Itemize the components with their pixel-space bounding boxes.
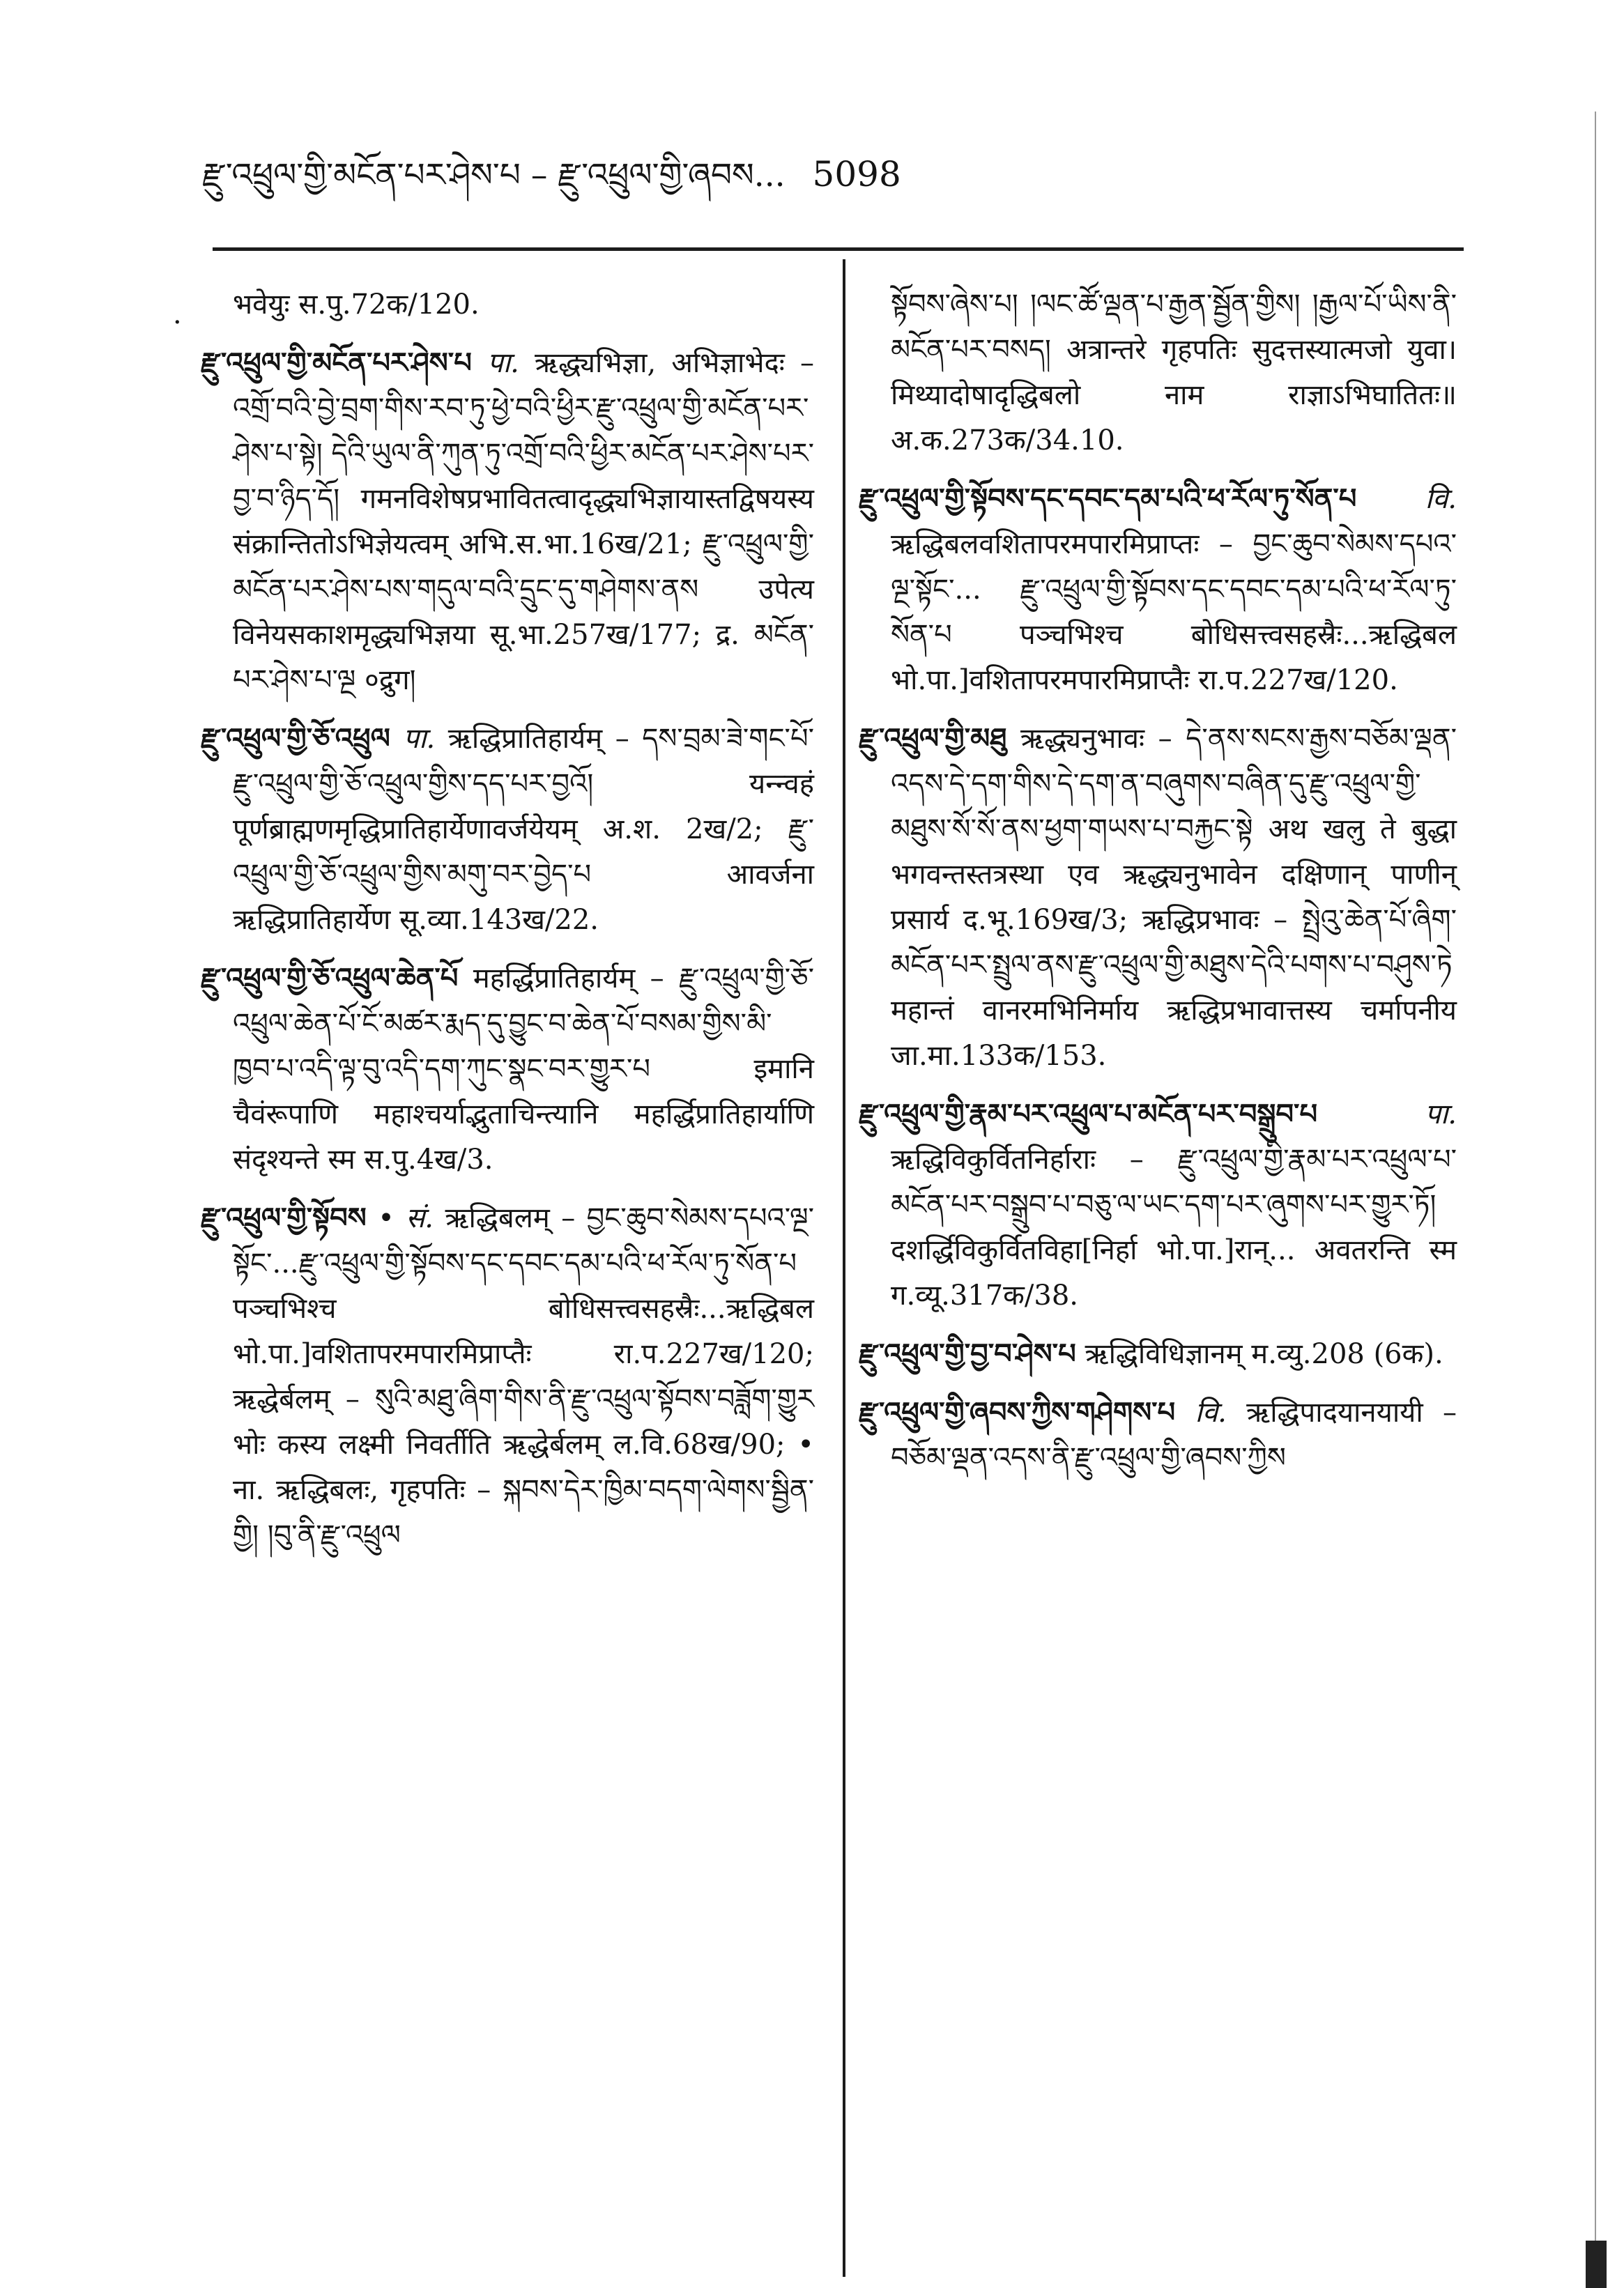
entry-headword: རྫུ་འཕྲུལ་གྱི་སྟོབས་དང་དབང་དམ་པའི་ཕ་རོལ་ཏུ་སོན་པ — [859, 482, 1357, 515]
left-column — [201, 282, 814, 1571]
entry-body: ऋद्धिविकुर्वितनिर्हाराः – རྫུ་འཕྲུལ་གྱི་རྣམ་པར་འཕྲུལ་པ་མངོན་པར་བསྒྲུབ་པ་བཅུ་ལ་ཡང་དག་པར་ཞུགས་པར་གྱུར་ཏོ། दशर्द्धिविकुर्वितविहा[निर्हा भो.पा.]रान्... अवतरन्ति स्म ग.व्यू.317क/38. — [891, 1144, 1457, 1312]
entry-headword: རྫུ་འཕྲུལ་གྱི་ཅོ་འཕྲུལ — [201, 722, 390, 755]
entry-headword: རྫུ་འཕྲུལ་གྱི་ཅོ་འཕྲུལ་ཆེན་པོ — [201, 962, 459, 995]
entry-body: ऋद्धिपादयानयायी – བཅོམ་ལྡན་འདས་ནི་རྫུ་འཕྲུལ་གྱི་ཞབས་ཀྱིས — [891, 1397, 1457, 1474]
entry-headword: རྫུ་འཕྲུལ་གྱི་སྟོབས — [201, 1201, 367, 1234]
entry-headword: རྫུ་འཕྲུལ་གྱི་རྣམ་པར་འཕྲུལ་པ་མངོན་པར་བསྒྲུབ་པ — [859, 1098, 1318, 1130]
entry-grammar-tag: पा. — [403, 723, 436, 755]
dictionary-entry — [859, 476, 1457, 703]
entry-body: ऋद्धिबलम् – བྱང་ཆུབ་སེམས་དཔའ་ལྔ་སྟོང་...རྫུ་འཕྲུལ་གྱི་སྟོབས་དང་དབང་དམ་པའི་ཕ་རོལ་ཏུ་སོན་པ पञ्चभिश्च बोधिसत्त्वसहस्रैः...ऋद्धिबल भो.पा.]वशितापरमपारमिप्राप्तैः रा.प.227ख/120; ऋद्धेर्बलम् – སུའི་མཐུ་ཞིག་གིས་ནི་རྫུ་འཕྲུལ་སྟོབས་བཟློག་གྱུར भोः कस्य लक्ष्मी निवर्तीति ऋद्धेर्बलम् ल.वि.68ख/90; • ना. ऋद्धिबलः, गृहपतिः – སྐབས་དེར་ཁྱིམ་བདག་ལེགས་སྦྱིན་གྱི། །བུ་ནི་རྫུ་འཕྲུལ — [233, 1202, 814, 1551]
column-divider — [843, 259, 845, 2277]
scan-edge-mark — [1586, 2241, 1607, 2288]
dictionary-entry — [201, 955, 814, 1183]
entry-grammar-tag: पा. — [487, 347, 519, 379]
dictionary-entry — [859, 1331, 1457, 1377]
entry-body: ऋद्धिविधिज्ञानम् म.व्यु.208 (6क). — [1085, 1338, 1443, 1370]
dictionary-entry — [201, 282, 814, 328]
entry-body: སྟོབས་ཞེས་པ། །ལང་ཚོ་ལྡན་པ་རྒྱན་སྦྱོན་གྱིས། །རྒྱལ་པོ་ཡིས་ནི་མངོན་པར་བསད། अत्रान्तरे गृहपतिः सुदत्तस्यात्मजो युवा। मिथ्यादोषादृद्धिबलो नाम राज्ञाऽभिघातितः॥ अ.क.273क/34.10. — [891, 289, 1457, 456]
dictionary-entry — [859, 1091, 1457, 1319]
entry-body: ऋद्ध्यनुभावः – དེ་ནས་སངས་རྒྱས་བཅོམ་ལྡན་འདས་དེ་དག་གིས་དེ་དག་ན་བཞུགས་བཞིན་དུ་རྫུ་འཕྲུལ་གྱི་མཐུས་སོ་སོ་ནས་ཕྱག་གཡས་པ་བརྐྱང་སྟེ अथ खलु ते बुद्धा भगवन्तस्तत्रस्था एव ऋद्ध्यनुभावेन दक्षिणान् पाणीन् प्रसार्य द.भू.169ख/3; ऋद्धिप्रभावः – སྤྲེའུ་ཆེན་པོ་ཞིག་མངོན་པར་སྤྲུལ་ནས་རྫུ་འཕྲུལ་གྱི་མཐུས་དེའི་པགས་པ་བཤུས་ཏེ महान्तं वानरमभिनिर्माय ऋद्धिप्रभावात्तस्य चर्मापनीय जा.मा.133क/153. — [891, 723, 1457, 1072]
scan-edge-line — [1595, 112, 1596, 2241]
entry-grammar-tag: • सं. — [378, 1202, 434, 1234]
dictionary-entry — [201, 1195, 814, 1558]
entry-grammar-tag: वि. — [1425, 483, 1457, 515]
entry-body: भवेयुः स.पु.72क/120. — [233, 289, 480, 321]
entry-headword: རྫུ་འཕྲུལ་གྱི་ཞབས་ཀྱིས་གཤེགས་པ — [859, 1396, 1176, 1429]
running-header — [202, 143, 899, 206]
margin-mark: · — [173, 307, 182, 339]
dictionary-entry — [859, 716, 1457, 1079]
dictionary-entry — [201, 340, 814, 703]
entry-headword: རྫུ་འཕྲུལ་གྱི་བྱ་བ་ཤེས་པ — [859, 1337, 1076, 1370]
entry-body: ऋद्ध्यभिज्ञा, अभिज्ञाभेदः – འགྲོ་བའི་བྱེ་བྲག་གིས་རབ་ཏུ་ཕྱེ་བའི་ཕྱིར་རྫུ་འཕྲུལ་གྱི་མངོན་པར་ཤེས་པ་སྟེ། དེའི་ཡུལ་ནི་ཀུན་ཏུ་འགྲོ་བའི་ཕྱིར་མངོན་པར་ཤེས་པར་བྱ་བ་ཉིད་དོ། गमनविशेषप्रभावितत्वादृद्ध्यभिज्ञायास्तद्विषयस्य संक्रान्तितोऽभिज्ञेयत्वम् अभि.स.भा.16ख/21; རྫུ་འཕྲུལ་གྱི་མངོན་པར་ཤེས་པས་གདུལ་བའི་དྲུང་དུ་གཤེགས་ནས उपेत्य विनेयसकाशमृद्ध्यभिज्ञया सू.भा.257ख/177; द्र. མངོན་པར་ཤེས་པ་ལྔ ०द्रुग། — [233, 347, 814, 696]
entry-grammar-tag: पा. — [1425, 1098, 1457, 1130]
dictionary-entry — [201, 716, 814, 943]
entry-headword: རྫུ་འཕྲུལ་གྱི་མངོན་པར་ཤེས་པ — [201, 346, 472, 379]
dictionary-entry — [859, 282, 1457, 463]
right-column — [859, 282, 1457, 1494]
page-number: 5098 — [812, 154, 901, 194]
entry-grammar-tag: वि. — [1195, 1397, 1227, 1429]
dictionary-entry — [859, 1390, 1457, 1481]
entry-headword: རྫུ་འཕྲུལ་གྱི་མཐུ — [859, 722, 1007, 755]
entry-body: ऋद्धिप्रातिहार्यम् – དས་བྲམ་ཟེ་གང་པོ་རྫུ་འཕྲུལ་གྱི་ཅོ་འཕྲུལ་གྱིས་དད་པར་བྱའོ། यन्न्वहं पूर्णब्राह्मणमृद्धिप्रातिहार्येणावर्जयेयम् अ.श. 2ख/2; རྫུ་འཕྲུལ་གྱི་ཅོ་འཕྲུལ་གྱིས་མགུ་བར་བྱེད་པ आवर्जना ऋद्धिप्रातिहार्येण सू.व्या.143ख/22. — [233, 723, 814, 936]
entry-body: महर्द्धिप्रातिहार्यम् – རྫུ་འཕྲུལ་གྱི་ཅོ་འཕྲུལ་ཆེན་པོ་ངོ་མཚར་རྨད་དུ་བྱུང་བ་ཆེན་པོ་བསམ་གྱིས་མི་ཁྱབ་པ་འདི་ལྟ་བུ་འདི་དག་ཀུང་སྣང་བར་གྱུར་པ इमानि चैवंरूपाणि महाश्चर्याद्भुताचिन्त्यानि महर्द्धिप्रातिहार्याणि संदृश्यन्ते स्म स.पु.4ख/3. — [233, 962, 814, 1176]
entry-body: ऋद्धिबलवशितापरमपारमिप्राप्तः – བྱང་ཆུབ་སེམས་དཔའ་ལྔ་སྟོང་... རྫུ་འཕྲུལ་གྱི་སྟོབས་དང་དབང་དམ་པའི་ཕ་རོལ་ཏུ་སོན་པ पञ्चभिश्च बोधिसत्त्वसहस्रैः...ऋद्धिबल भो.पा.]वशितापरमपारमिप्राप्तैः रा.प.227ख/120. — [891, 528, 1457, 696]
header-title: རྫུ་འཕྲུལ་གྱི་མངོན་པར་ཤེས་པ – རྫུ་འཕྲུལ་གྱི་ཞབས... — [202, 156, 786, 194]
header-rule — [213, 247, 1464, 251]
